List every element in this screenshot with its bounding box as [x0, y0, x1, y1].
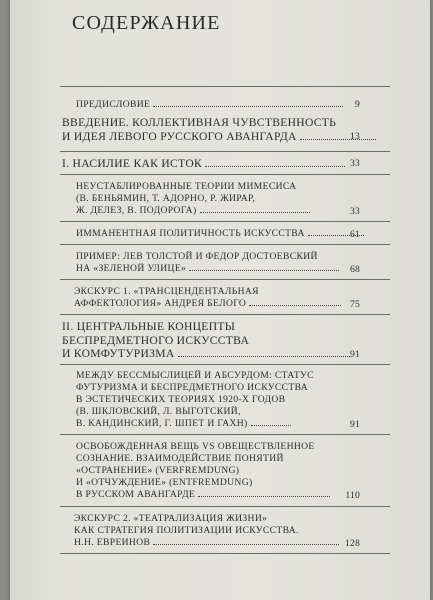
toc-entry-estrangement: [10, 441, 430, 501]
entry-title-line: И ИДЕЯ ЛЕВОГО РУССКОГО АВАНГАРДА: [62, 129, 297, 143]
entry-title-line: КАК СТРАТЕГИЯ ПОЛИТИЗАЦИИ ИСКУССТВА.: [74, 525, 299, 536]
divider: [60, 364, 390, 365]
entry-title: I. НАСИЛИЕ КАК ИСТОК: [62, 157, 203, 170]
toc-entry-excursus-2: [10, 513, 430, 549]
toc-entry-excursus-1: [10, 286, 430, 310]
entry-title-line: НЕУСТАБЛИРОВАННЫЕ ТЕОРИИ МИМЕСИСА: [76, 181, 297, 192]
page-title: СОДЕРЖАНИЕ: [72, 12, 221, 34]
page-number: 61: [350, 229, 360, 240]
divider: [60, 174, 390, 175]
entry-title-line: НА «ЗЕЛЕНОЙ УЛИЦЕ»: [76, 263, 187, 274]
entry-title-line: ОСВОБОЖДЕННАЯ ВЕЩЬ VS ОВЕЩЕСТВЛЕННОЕ: [76, 441, 315, 452]
entry-title-line: II. ЦЕНТРАЛЬНЫЕ КОНЦЕПТЫ: [62, 320, 236, 333]
toc-entry-absurd: [10, 370, 430, 430]
page-number: 91: [350, 419, 360, 430]
page-number: 75: [350, 299, 360, 310]
page-number: 128: [345, 538, 360, 549]
toc-entry-tolstoy: [10, 251, 430, 275]
entry-title-line: ПРИМЕР: ЛЕВ ТОЛСТОЙ И ФЕДОР ДОСТОЕВСКИЙ: [76, 251, 318, 262]
dot-leader: [300, 137, 376, 140]
dot-leader: [198, 494, 330, 497]
page-number: 33: [350, 206, 360, 217]
divider: [60, 434, 390, 435]
entry-title-line: Ж. ДЕЛЕЗ, В. ПОДОРОГА): [76, 205, 197, 216]
entry-title: ПРЕДИСЛОВИЕ: [76, 99, 151, 110]
entry-title-line: В РУССКОМ АВАНГАРДЕ: [76, 489, 196, 500]
entry-title-line: В. КАНДИНСКИЙ, Г. ШПЕТ И ГАХН): [76, 418, 248, 429]
entry-title-line: СОЗНАНИЕ. ВЗАИМОДЕЙСТВИЕ ПОНЯТИЙ: [76, 453, 284, 464]
page-number: 33: [350, 158, 360, 169]
entry-title-line: В ЭСТЕТИЧЕСКИХ ТЕОРИЯХ 1920-Х ГОДОВ: [76, 394, 286, 405]
entry-title-line: И КОМФУТУРИЗМА: [62, 347, 175, 360]
entry-title-line: АФФЕКТОЛОГИЯ» АНДРЕЯ БЕЛОГО: [74, 298, 247, 309]
entry-title-line: ЭКСКУРС 1. «ТРАНСЦЕНДЕНТАЛЬНАЯ: [74, 286, 259, 297]
dot-leader: [189, 268, 339, 271]
toc-entry-mimesis: [10, 181, 430, 217]
dot-leader: [200, 210, 310, 213]
divider: [60, 314, 390, 315]
dot-leader: [153, 104, 343, 107]
dot-leader: [249, 303, 341, 306]
entry-title-line: МЕЖДУ БЕССМЫСЛИЦЕЙ И АБСУРДОМ: СТАТУС: [76, 370, 314, 381]
divider: [60, 506, 390, 507]
toc-entry-introduction: [10, 116, 430, 143]
divider: [60, 151, 390, 152]
page-number: 68: [350, 264, 360, 275]
dot-leader: [251, 423, 291, 426]
divider: [60, 221, 390, 222]
entry-title-line: БЕСПРЕДМЕТНОГО ИСКУССТВА: [62, 333, 250, 347]
divider: [60, 244, 390, 245]
entry-title-line: «ОСТРАНЕНИЕ» (VERFREMDUNG): [76, 465, 240, 476]
entry-title-line: Н.Н. ЕВРЕИНОВ: [74, 537, 151, 548]
page-number: 91: [350, 349, 360, 360]
page-number: 13: [350, 131, 360, 142]
entry-title: ИММАНЕНТНАЯ ПОЛИТИЧНОСТЬ ИСКУССТВА: [76, 228, 305, 239]
entry-title-line: (В. ШКЛОВСКИЙ, Л. ВЫГОТСКИЙ,: [76, 406, 241, 417]
entry-title-line: ВВЕДЕНИЕ. КОЛЛЕКТИВНАЯ ЧУВСТВЕННОСТЬ: [62, 116, 337, 129]
dot-leader: [153, 542, 339, 545]
dot-leader: [205, 164, 345, 167]
page-number: 9: [355, 99, 360, 110]
book-page: [10, 0, 430, 600]
divider: [60, 553, 390, 554]
toc-entry-part-2: [10, 320, 430, 361]
toc-entry-preface: [10, 99, 430, 111]
divider: [60, 279, 390, 280]
entry-title-line: ЭКСКУРС 2. «ТЕАТРАЛИЗАЦИЯ ЖИЗНИ»: [74, 513, 268, 524]
entry-title-line: ФУТУРИЗМА И БЕСПРЕДМЕТНОГО ИСКУССТВА: [76, 382, 309, 393]
entry-title-line: (В. БЕНЬЯМИН, Т. АДОРНО, Р. ЖИРАР,: [76, 193, 256, 204]
toc-entry-politics: [10, 228, 430, 240]
page-number: 110: [345, 490, 360, 501]
divider: [60, 86, 390, 87]
dot-leader: [178, 354, 350, 357]
toc-entry-part-1: [10, 157, 430, 171]
entry-title-line: И «ОТЧУЖДЕНИЕ» (ENTFREMDUNG): [76, 477, 253, 488]
